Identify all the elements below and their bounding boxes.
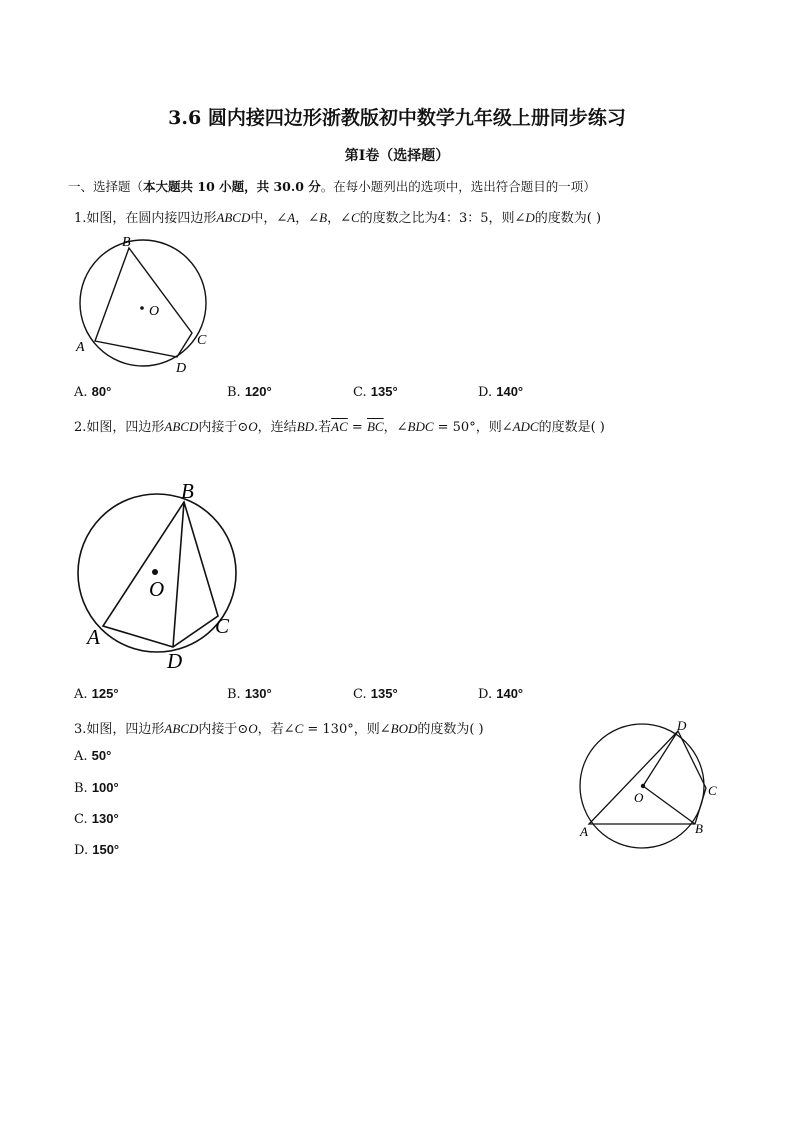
label-D: D [677, 718, 687, 733]
option-letter: A. [74, 385, 88, 400]
q2-option-b[interactable] [227, 686, 272, 702]
stem-math: BD [296, 419, 315, 434]
label-D: D [167, 649, 183, 673]
stem-text: 的度数是( ) [538, 420, 605, 435]
stem-math: ABCD [164, 419, 199, 434]
option-letter: D. [478, 687, 493, 702]
label-A: A [580, 824, 588, 839]
stem-math: ABCD [164, 721, 199, 736]
stem-text: = 130°，则∠ [303, 722, 391, 737]
question-number: 2. [74, 420, 87, 435]
diagonal-bd [173, 502, 184, 647]
q1-option-c[interactable] [353, 384, 398, 400]
option-letter: C. [353, 687, 367, 702]
question-number: 3. [74, 722, 87, 737]
label-B: B [181, 479, 194, 503]
option-value: 130° [91, 811, 119, 826]
q1-option-a[interactable] [74, 384, 111, 400]
page-subtitle: 第I卷（选择题） [344, 148, 450, 164]
q1-option-d[interactable] [478, 384, 523, 400]
page-title: 3.6 圆内接四边形浙教版初中数学九年级上册同步练习 [168, 107, 626, 129]
option-letter: A. [74, 749, 88, 764]
stem-text: 的度数为( ) [534, 211, 602, 226]
stem-math: ADC [512, 419, 539, 434]
label-A: A [87, 625, 100, 649]
quadrilateral-abcd [95, 248, 192, 357]
label-C: C [215, 614, 230, 638]
option-value: 150° [92, 842, 120, 857]
q2-option-c[interactable] [353, 686, 398, 702]
label-D: D [176, 361, 187, 376]
center-point [152, 569, 158, 575]
label-C: C [197, 333, 207, 348]
stem-math: O [248, 721, 258, 736]
q2-option-a[interactable] [74, 686, 119, 702]
arc-ac: $\overline{AC}$ [331, 419, 348, 434]
stem-text: 的度数为( ) [417, 722, 484, 737]
quadrilateral-abcd [103, 502, 218, 647]
option-value: 80° [91, 384, 112, 399]
section-heading [68, 177, 596, 195]
stem-text: 如图，四边形 [86, 420, 165, 435]
stem-text: ，若∠ [257, 722, 295, 737]
option-letter: D. [74, 843, 89, 858]
q2-option-d[interactable] [478, 686, 523, 702]
option-value: 135° [370, 384, 398, 399]
question-1-stem [74, 207, 601, 226]
stem-text: = [347, 420, 367, 435]
option-letter: B. [227, 385, 241, 400]
label-B: B [695, 821, 703, 836]
stem-math: BDC [407, 419, 434, 434]
question-2-stem [74, 416, 605, 435]
stem-text: 的度数之比为4：3：5，则∠ [359, 211, 526, 226]
stem-math: BOD [390, 721, 418, 736]
option-letter: B. [227, 687, 241, 702]
question-2-figure [70, 480, 250, 675]
stem-math: ABCD [216, 210, 251, 225]
label-O: O [634, 790, 644, 805]
section-bold-text: 本大题共 10 小题，共 30.0 分 [143, 179, 321, 194]
stem-math: C [351, 210, 360, 225]
option-value: 140° [496, 384, 524, 399]
option-value: 125° [91, 686, 119, 701]
stem-text: ，连结 [257, 420, 297, 435]
q3-option-a[interactable] [74, 748, 111, 764]
stem-math: B [319, 210, 328, 225]
stem-math: O [248, 419, 258, 434]
label-O: O [149, 577, 165, 601]
section-prefix: 一、选择题（ [68, 179, 144, 194]
radius-od [643, 731, 678, 786]
option-value: 50° [91, 748, 112, 763]
stem-text: 如图，四边形 [86, 722, 165, 737]
label-C: C [708, 783, 717, 798]
stem-text: = 50°，则∠ [433, 420, 513, 435]
stem-text: ，∠ [383, 420, 408, 435]
option-letter: B. [74, 781, 88, 796]
label-O: O [149, 304, 160, 319]
stem-math: C [294, 721, 304, 736]
section-suffix: 。在每小题列出的选项中，选出符合题目的一项） [320, 179, 596, 194]
center-point [140, 306, 144, 310]
q3-option-b[interactable] [74, 780, 119, 796]
option-value: 100° [91, 780, 119, 795]
option-value: 135° [370, 686, 398, 701]
stem-text: 内接于⊙ [198, 722, 249, 737]
stem-math: A [287, 210, 296, 225]
stem-text: 内接于⊙ [198, 420, 249, 435]
stem-text: ，∠ [295, 211, 320, 226]
option-letter: D. [478, 385, 493, 400]
question-3-stem [74, 718, 484, 737]
option-value: 130° [244, 686, 272, 701]
stem-text: 中，∠ [250, 211, 288, 226]
option-letter: A. [74, 687, 88, 702]
option-letter: C. [353, 385, 367, 400]
radius-ob [643, 786, 695, 824]
stem-math: D [525, 210, 535, 225]
q1-option-b[interactable] [227, 384, 272, 400]
label-B: B [122, 235, 131, 250]
center-point [641, 784, 645, 788]
question-3-figure [575, 718, 725, 858]
arc-bc: $\overline{BC}$ [366, 419, 384, 434]
circumcircle [80, 240, 206, 366]
stem-text: 如图，在圆内接四边形 [86, 211, 217, 226]
option-value: 120° [244, 384, 272, 399]
question-number: 1. [74, 211, 87, 226]
q3-option-c[interactable] [74, 811, 119, 827]
stem-text: .若 [314, 420, 332, 435]
question-1-figure [70, 230, 230, 380]
stem-text: ，∠ [327, 211, 351, 226]
option-value: 140° [496, 686, 524, 701]
q3-option-d[interactable] [74, 842, 119, 858]
option-letter: C. [74, 812, 88, 827]
label-A: A [76, 340, 85, 355]
